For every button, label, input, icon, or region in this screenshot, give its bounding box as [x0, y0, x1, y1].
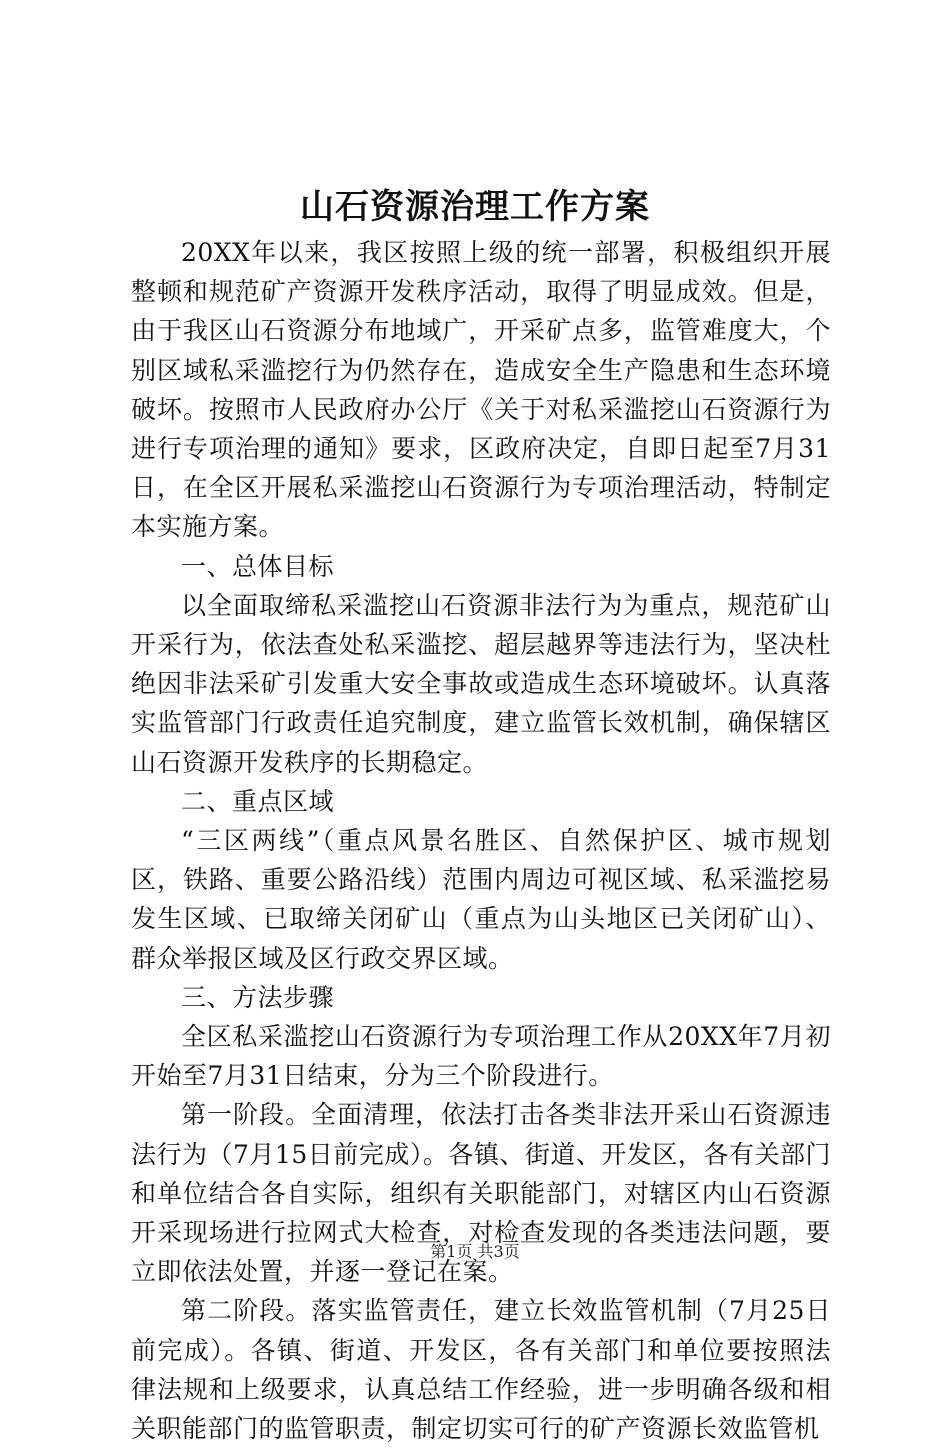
page-footer: 第1页 共3页 [430, 1242, 520, 1261]
section-heading-steps: 三、方法步骤 [181, 982, 335, 1012]
steps-paragraph: 全区私采滥挖山石资源行为专项治理工作从20XX年7月初开始至7月31日结束，分为三个阶段进行。 [131, 1022, 831, 1091]
areas-paragraph: “三区两线”（重点风景名胜区、自然保护区、城市规划区，铁路、重要公路沿线）范围内周边可视区域、私采滥挖易发生区域、已取缔关闭矿山（重点为山头地区已关闭矿山）、群众举报区域及区行政交界区域。 [131, 826, 831, 973]
goals-paragraph: 以全面取缔私采滥挖山石资源非法行为为重点，规范矿山开采行为，依法查处私采滥挖、超层越界等违法行为，坚决杜绝因非法采矿引发重大安全事故或造成生态环境破坏。认真落实监管部门行政责任追究制度，建立监管长效机制，确保辖区山石资源开发秩序的长期稳定。 [131, 590, 831, 777]
section-heading-goals: 一、总体目标 [181, 551, 335, 581]
document-title: 山石资源治理工作方案 [300, 187, 650, 227]
intro-paragraph: 20XX年以来，我区按照上级的统一部署，积极组织开展整顿和规范矿产资源开发秩序活动，取得了明显成效。但是，由于我区山石资源分布地域广，开采矿点多，监管难度大，个别区域私采滥挖行为仍然存在，造成安全生产隐患和生态环境破坏。按照市人民政府办公厅《关于对私采滥挖山石资源行为进行专项治理的通知》要求，区政府决定，自即日起至7月31日，在全区开展私采滥挖山石资源行为专项治理活动，特制定本实施方案。 [131, 238, 831, 542]
document-body [131, 233, 831, 1448]
section-heading-areas: 二、重点区域 [181, 786, 335, 816]
stage-two-paragraph: 第二阶段。落实监管责任，建立长效监管机制（7月25日前完成）。各镇、街道、开发区，各有关部门和单位要按照法律法规和上级要求，认真总结工作经验，进一步明确各级和相关职能部门的监管职责，制定切实可行的矿产资源长效监管机 [131, 1296, 831, 1444]
stage-one-paragraph: 第一阶段。全面清理，依法打击各类非法开采山石资源违法行为（7月15日前完成）。各镇、街道、开发区，各有关部门和单位结合各自实际，组织有关职能部门，对辖区内山石资源开采现场进行拉网式大检查，对检查发现的各类违法问题，要立即依法处置，并逐一登记在案。 [131, 1100, 831, 1287]
